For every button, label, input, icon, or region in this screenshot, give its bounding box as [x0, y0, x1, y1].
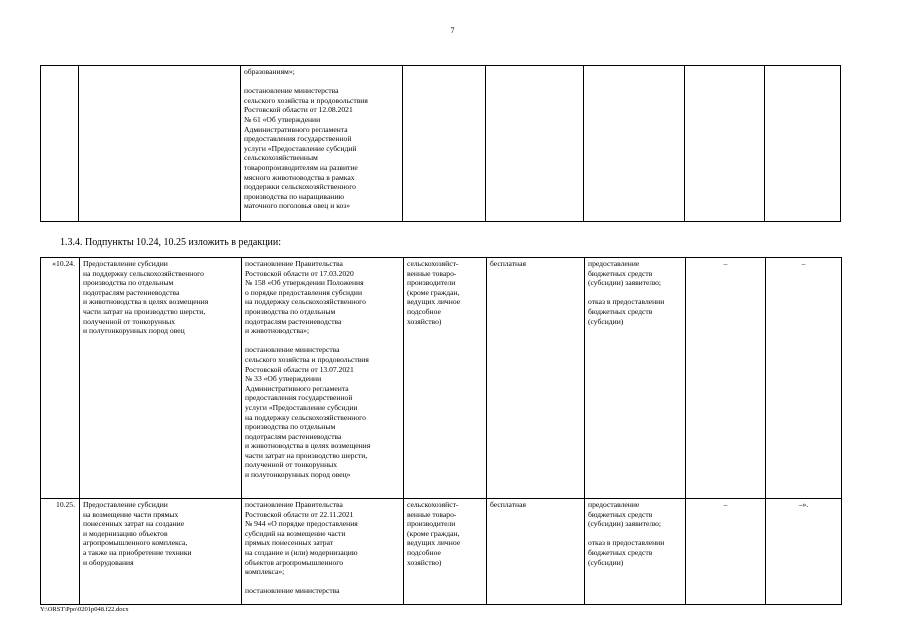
fee-cell: бесплатная [487, 258, 585, 499]
normative-acts-cell: образованиям»; постановление министерства сельского хозяйства и продовольствия Ростовской области от 12.08.2021 № 61 «Об утверждении Административного регламента предоставления государственной услуги «Предоставление субсидий сельскохозяйственным товаропроизводителям на развитие мясного животноводства в рамках поддержки сельскохозяйственного производства по наращиванию маточного поголовья овец и коз» [241, 66, 403, 222]
table-row [41, 499, 842, 605]
table-cell [79, 66, 241, 222]
table-cell [41, 66, 79, 222]
service-name-cell: Предоставление субсидии на возмещение части прямых понесенных затрат на создание и модернизацию объектов агропромышленного комплекса, а также на приобретение техники и оборудования [80, 499, 242, 605]
table-cell [685, 66, 765, 222]
table-cell [486, 66, 584, 222]
row-number: «10.24. [41, 258, 80, 499]
section-heading: 1.3.4. Подпункты 10.24, 10.25 изложить в редакции: [60, 237, 282, 248]
normative-acts-cell: постановление Правительства Ростовской области от 17.03.2020 № 158 «Об утверждении Положения о порядке предоставления субсидии на поддержку сельскохозяйственного производства по отдельным подотраслям растениеводства и животноводства»; постановление министерства сельского хозяйства и продовольствия Ростовской области от 13.07.2021 № 33 «Об утверждении Административного регламента предоставления государственной услуги «Предоставление субсидии на поддержку сельскохозяйственного производства по отдельным подотраслям растениеводства и животноводства в целях возмещения части затрат на производство шерсти, полученной от тонкорунных и полутонкорунных пород овец» [242, 258, 404, 499]
service-name-cell: Предоставление субсидии на поддержку сельскохозяйственного производства по отдельным подотраслям растениеводства и животноводства в целях возмещения части затрат на производство шерсти, полученной от тонкорунных и полутонкорунных пород овец [80, 258, 242, 499]
dash-cell: – [686, 499, 766, 605]
table-cell [403, 66, 486, 222]
services-table [40, 257, 842, 605]
table-cell [584, 66, 685, 222]
table-row [41, 66, 841, 222]
recipients-cell: сельскохозяйст- венные товаро- производители (кроме граждан, ведущих личное подсобное хозяйство) [404, 499, 487, 605]
result-cell: предоставление бюджетных средств (субсидии) заявителю; отказ в предоставлении бюджетных средств (субсидии) [585, 258, 686, 499]
file-path-footer: Y:\ORST\Ppo\0201p048.f22.docx [40, 606, 129, 613]
dash-cell: –». [766, 499, 842, 605]
fee-cell: бесплатная [487, 499, 585, 605]
page-number: 7 [450, 26, 455, 35]
recipients-cell: сельскохозяйст- венные товаро- производители (кроме граждан, ведущих личное подсобное хозяйство) [404, 258, 487, 499]
continuation-table [40, 65, 841, 222]
normative-acts-cell: постановление Правительства Ростовской области от 22.11.2021 № 944 «О порядке предоставления субсидий на возмещение части прямых понесенных затрат на создание и (или) модернизацию объектов агропромышленного комплекса»; постановление министерства [242, 499, 404, 605]
table-row [41, 258, 842, 499]
dash-cell: – [686, 258, 766, 499]
row-number: 10.25. [41, 499, 80, 605]
table-cell [765, 66, 841, 222]
dash-cell: – [766, 258, 842, 499]
result-cell: предоставление бюджетных средств (субсидии) заявителю; отказ в предоставлении бюджетных средств (субсидии) [585, 499, 686, 605]
